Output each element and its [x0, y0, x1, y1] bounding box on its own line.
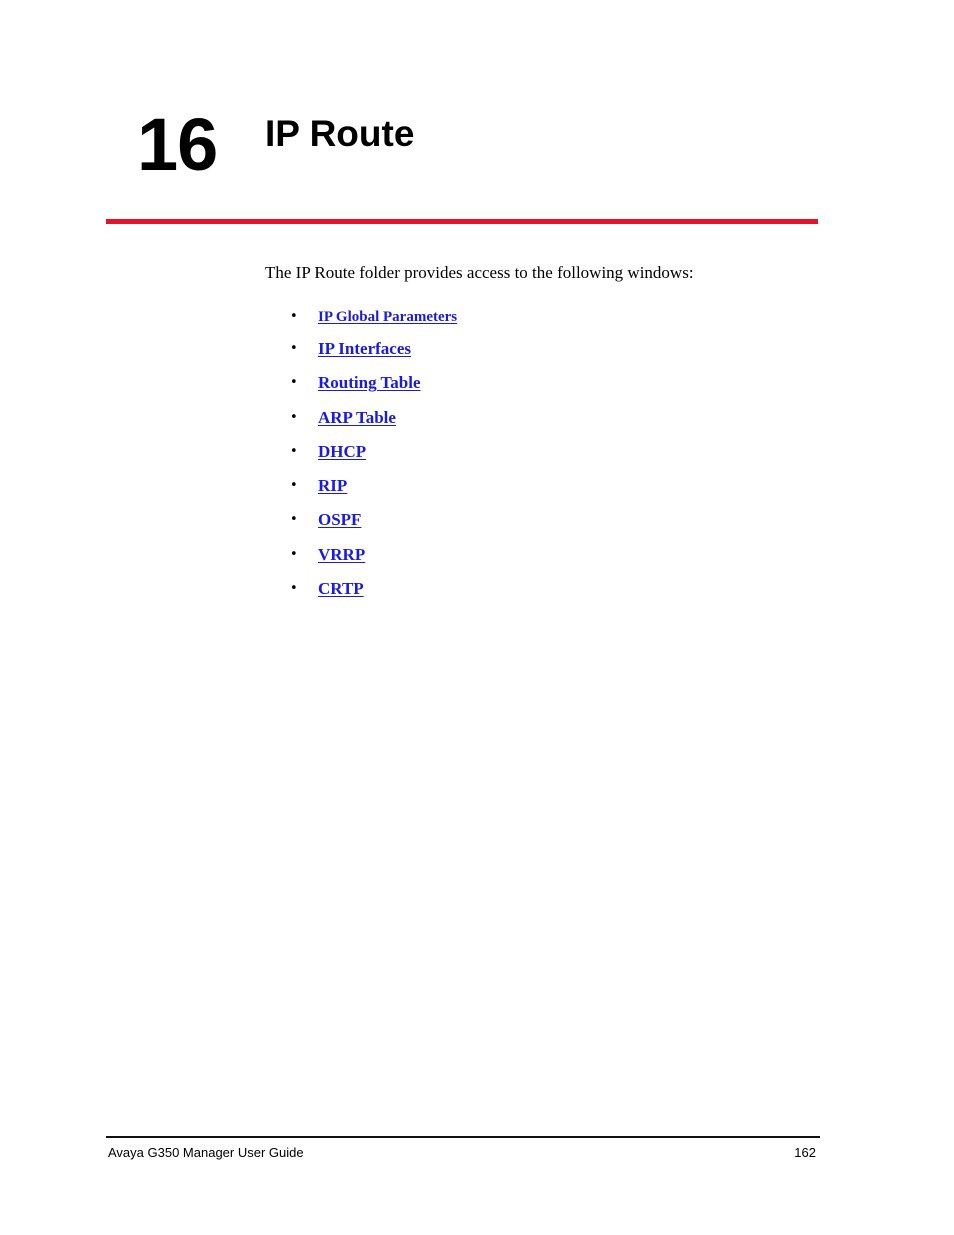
list-item [290, 507, 457, 541]
link-dhcp[interactable]: DHCP [318, 441, 367, 461]
bullet-icon: • [290, 546, 298, 562]
intro-text: The IP Route folder provides access to the following windows: [265, 263, 694, 282]
chapter-number: 16 [137, 103, 218, 186]
link-vrrp[interactable]: VRRP [318, 544, 366, 564]
window-link-list [290, 304, 457, 610]
bullet-icon: • [290, 512, 298, 528]
bullet-icon: • [290, 478, 298, 494]
bullet-icon: • [290, 409, 298, 425]
link-rip[interactable]: RIP [318, 476, 348, 496]
footer-guide-title: Avaya G350 Manager User Guide [108, 1145, 304, 1160]
list-item [290, 405, 457, 439]
list-item [290, 542, 457, 576]
link-ip-global-parameters[interactable]: IP Global Parameters [318, 309, 458, 325]
link-routing-table[interactable]: Routing Table [318, 373, 421, 393]
bullet-icon: • [290, 309, 298, 324]
chapter-title: IP Route [265, 113, 415, 154]
list-item [290, 439, 457, 473]
link-ip-interfaces[interactable]: IP Interfaces [318, 339, 412, 358]
footer-divider [106, 1136, 820, 1138]
bullet-icon: • [290, 443, 298, 459]
list-item [290, 473, 457, 507]
bullet-icon: • [290, 581, 298, 597]
link-crtp[interactable]: CRTP [318, 579, 364, 599]
footer-page-number: 162 [794, 1145, 816, 1160]
bullet-icon: • [290, 375, 298, 391]
list-item [290, 576, 457, 610]
list-item [290, 336, 457, 370]
chapter-divider [106, 219, 818, 224]
link-ospf[interactable]: OSPF [318, 510, 362, 530]
list-item [290, 304, 457, 336]
list-item [290, 370, 457, 404]
bullet-icon: • [290, 341, 298, 356]
link-arp-table[interactable]: ARP Table [318, 407, 396, 427]
